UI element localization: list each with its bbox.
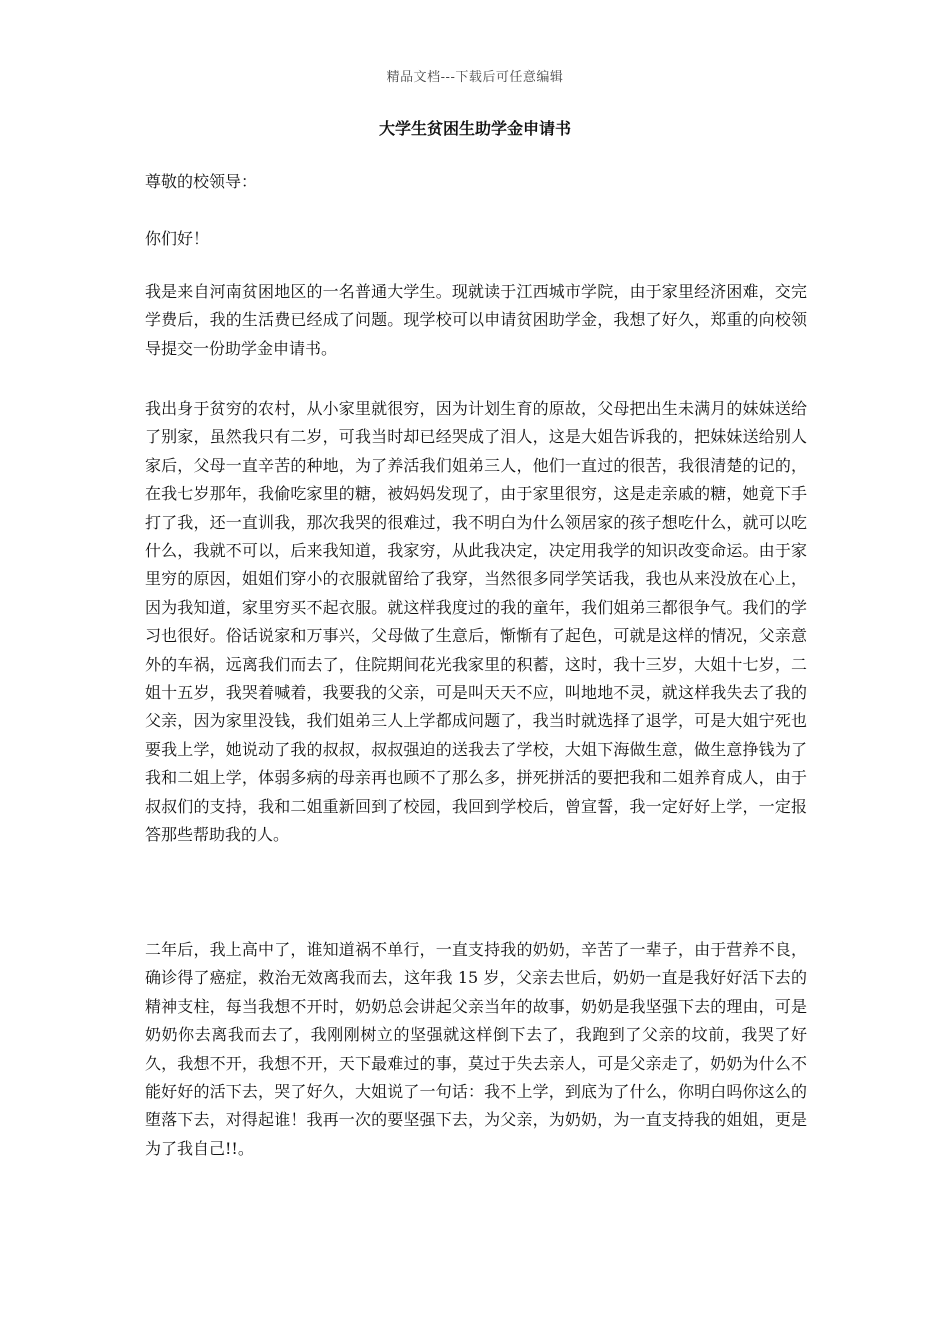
greeting: 你们好！ bbox=[145, 229, 210, 248]
paragraph-intro: 我是来自河南贫困地区的一名普通大学生。现就读于江西城市学院，由于家里经济困难，交完学费后，我的生活费已经成了问题。现学校可以申请贫困助学金，我想了好久，郑重的向校领导提交一份助学金申请书。 bbox=[145, 282, 807, 358]
document-title: 大学生贫困生助学金申请书 bbox=[378, 119, 571, 138]
paragraph-background: 我出身于贫穷的农村，从小家里就很穷，因为计划生育的原故，父母把出生未满月的妹妹送给了别家，虽然我只有二岁，可我当时却已经哭成了泪人，这是大姐告诉我的，把妹妹送给别人家后，父母一直辛苦的种地，为了养活我们姐弟三人，他们一直过的很苦，我很清楚的记的，在我七岁那年，我偷吃家里的糖，被妈妈发现了，由于家里很穷，这是走亲戚的糖，她竟下手打了我，还一直训我，那次我哭的很难过，我不明白为什么领居家的孩子想吃什么，就可以吃什么，我就不可以，后来我知道，我家穷，从此我决定，决定用我学的知识改变命运。由于家里穷的原因，姐姐们穿小的衣服就留给了我穿，当然很多同学笑话我，我也从来没放在心上，因为我知道，家里穷买不起衣服。就这样我度过的我的童年，我们姐弟三都很争气。我们的学习也很好。俗话说家和万事兴，父母做了生意后，惭惭有了起色，可就是这样的情况，父亲意外的车祸，远离我们而去了，住院期间花光我家里的积蓄，这时，我十三岁，大姐十七岁，二姐十五岁，我哭着喊着，我要我的父亲，可是叫天天不应，叫地地不灵，就这样我失去了我的父亲，因为家里没钱，我们姐弟三人上学都成问题了，我当时就选择了退学，可是大姐宁死也要我上学，她说动了我的叔叔，叔叔强迫的送我去了学校，大姐下海做生意，做生意挣钱为了我和二姐上学，体弱多病的母亲再也顾不了那么多，拼死拼活的要把我和二姐养育成人，由于叔叔们的支持，我和二姐重新回到了校园，我回到学校后，曾宣誓，我一定好好上学，一定报答那些帮助我的人。 bbox=[145, 399, 807, 845]
header-note: 精品文档---下载后可任意编辑 bbox=[386, 70, 564, 85]
salutation: 尊敬的校领导： bbox=[145, 172, 258, 191]
paragraph-highschool: 二年后，我上高中了，谁知道祸不单行，一直支持我的奶奶，辛苦了一辈子，由于营养不良，确诊得了癌症，救治无效离我而去，这年我 15 岁，父亲去世后，奶奶一直是我好好活下去的精神支柱，每当我想不开时，奶奶总会讲起父亲当年的故事，奶奶是我坚强下去的理由，可是奶奶你去离我而去了，我刚刚树立的坚强就这样倒下去了，我跑到了父亲的坟前，我哭了好久，我想不开，我想不开，天下最难过的事，莫过于失去亲人，可是父亲走了，奶奶为什么不能好好的活下去，哭了好久，大姐说了一句话：我不上学，到底为了什么，你明白吗你这么的堕落下去，对得起谁！我再一次的要坚强下去，为父亲，为奶奶，为一直支持我的姐姐，更是为了我自己!!。 bbox=[145, 940, 807, 1158]
